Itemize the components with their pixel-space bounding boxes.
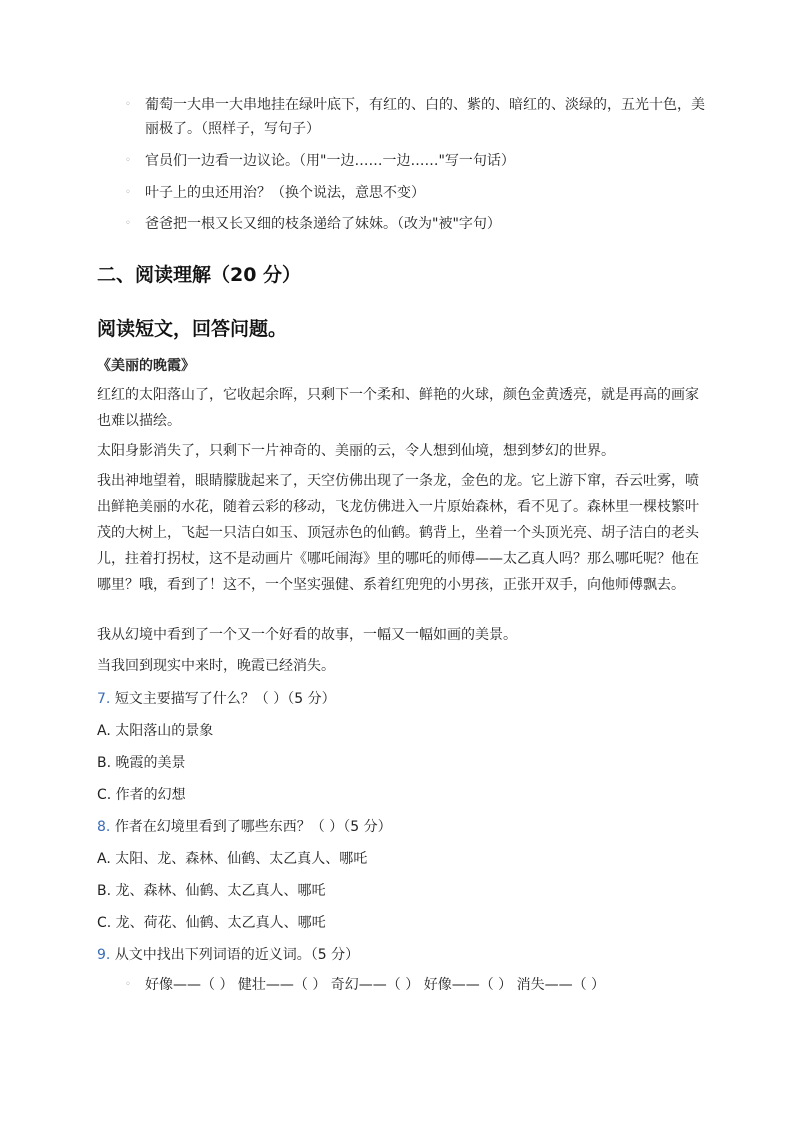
passage-paragraph: 当我回到现实中来时，晚霞已经消失。 <box>97 658 335 674</box>
synonym-item: ◦ 好像——（ ） 健壮——（ ） 奇幻——（ ） 好像——（ ） 消失——（ ） <box>125 973 705 997</box>
bullet-icon: ◦ <box>125 187 131 198</box>
exercise-item: ◦ 叶子上的虫还用治？（换个说法，意思不变） <box>125 181 705 205</box>
bullet-icon: ◦ <box>125 218 131 229</box>
answer-option: B. 龙、森林、仙鹤、太乙真人、哪吒 <box>97 883 326 899</box>
passage-paragraph: 我出神地望着，眼睛朦胧起来了，天空仿佛出现了一条龙，金色的龙。它上游下窜，吞云吐雾，喷出鲜艳美丽的水花，随着云彩的移动，飞龙仿佛进入一片原始森林，看不见了。森林里一棵枝繁叶茂的大树上，飞起一只洁白如玉、顶冠赤色的仙鹤。鹤背上，坐着一个头顶光亮、胡子洁白的老头儿，拄着打拐杖，这不是动画片《哪吒闹海》里的哪吒的师傅——太乙真人吗？那么哪吒呢？他在哪里？哦，看到了！这不，一个坚实强健、系着红兜兜的小男孩，正张开双手，向他师傅飘去。 <box>97 473 699 593</box>
bullet-icon: ◦ <box>125 979 131 990</box>
question: 9. 从文中找出下列词语的近义词。（5 分） <box>97 947 360 963</box>
answer-option: C. 作者的幻想 <box>97 787 186 803</box>
passage-paragraph: 我从幻境中看到了一个又一个好看的故事，一幅又一幅如画的美景。 <box>97 627 517 643</box>
section-heading: 二、阅读理解（20 分） <box>97 264 302 286</box>
question: 8. 作者在幻境里看到了哪些东西？（ ）（5 分） <box>97 819 392 835</box>
passage-title: 《美丽的晚霞》 <box>97 358 195 374</box>
answer-option: A. 太阳、龙、森林、仙鹤、太乙真人、哪吒 <box>97 851 368 867</box>
bullet-icon: ◦ <box>125 99 131 110</box>
passage-paragraph: 太阳身影消失了，只剩下一片神奇的、美丽的云，令人想到仙境，想到梦幻的世界。 <box>97 443 615 459</box>
question: 7. 短文主要描写了什么？（ ）（5 分） <box>97 691 336 707</box>
answer-option: B. 晚霞的美景 <box>97 755 186 771</box>
answer-option: C. 龙、荷花、仙鹤、太乙真人、哪吒 <box>97 915 326 931</box>
passage-paragraph: 红红的太阳落山了，它收起余晖，只剩下一个柔和、鲜艳的火球，颜色金黄透亮，就是再高的画家也难以描绘。 <box>97 387 699 429</box>
exercise-item: ◦ 爸爸把一根又长又细的枝条递给了妹妹。（改为"被"字句） <box>125 212 705 236</box>
bullet-icon: ◦ <box>125 155 131 166</box>
exercise-item: ◦ 官员们一边看一边议论。（用"一边……一边……"写一句话） <box>125 149 705 173</box>
instruction-heading: 阅读短文，回答问题。 <box>97 318 288 340</box>
answer-option: A. 太阳落山的景象 <box>97 723 214 739</box>
exercise-item: ◦ 葡萄一大串一大串地挂在绿叶底下，有红的、白的、紫的、暗红的、淡绿的，五光十色，美丽极了。（照样子，写句子） <box>125 93 705 141</box>
